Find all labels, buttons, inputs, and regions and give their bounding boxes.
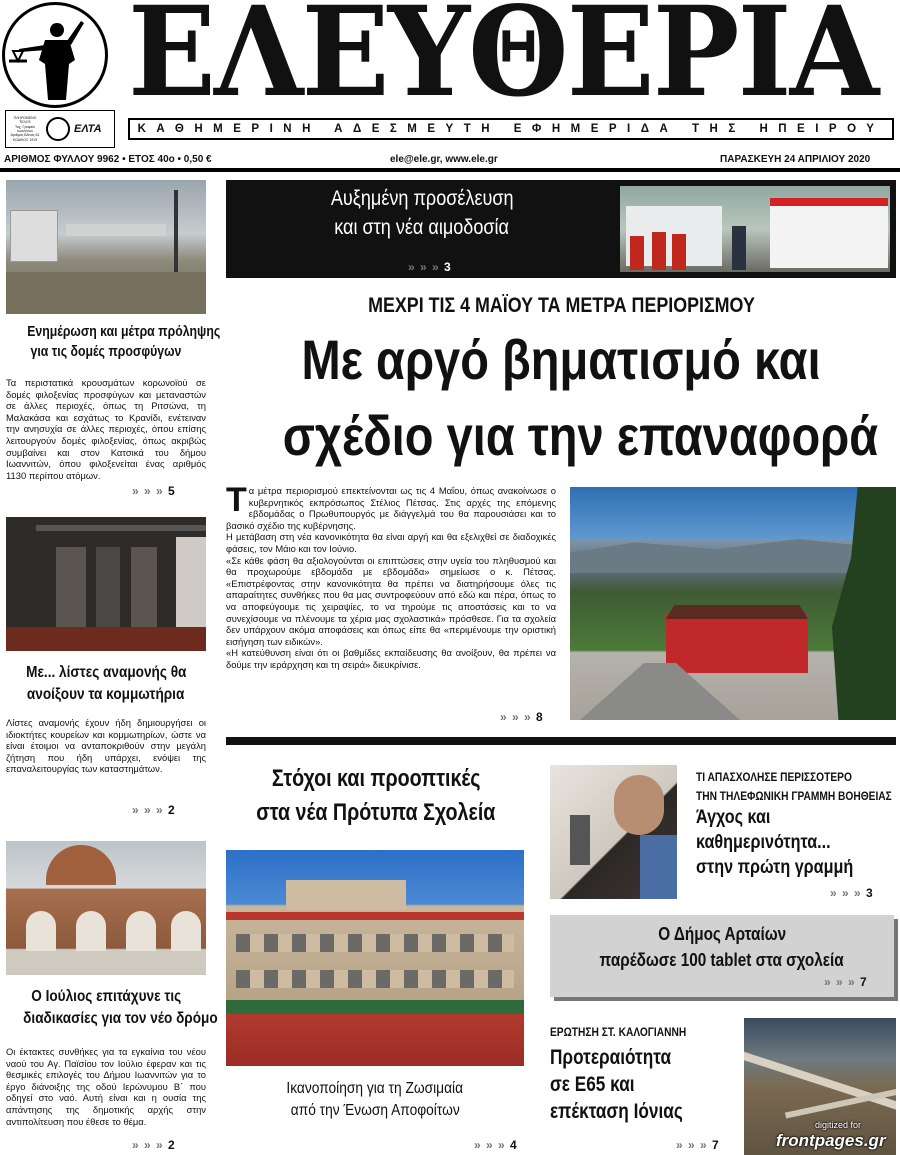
story-road-ref[interactable]: » » » 2 <box>132 1138 176 1152</box>
lead-body <box>226 481 556 671</box>
lead-paragraph-2: Η μετάβαση στη νέα κανονικότητα θα είναι αργή και θα εξελιχθεί σε διαδοχικές φάσεις, τον Μάιο και τον Ιούνιο. <box>226 531 556 554</box>
ioannina-town-photo <box>570 487 896 720</box>
hair-salon-photo <box>6 517 206 651</box>
story-schools-ref[interactable]: » » » 4 <box>474 1138 518 1152</box>
story-refugees-ref[interactable]: » » » 5 <box>132 484 176 498</box>
tagline-bar <box>128 118 894 140</box>
masthead-rule <box>0 168 900 172</box>
story-salons-text: Λίστες αναμονής έχουν ήδη δημιουργήσει οι ιδιοκτήτες κουρείων και κομμωτηρίων, ώστε να είναι έτοιμοι να ανταποκριθούν στην μεγάλη ζήτηση που ήδη υπάρχει, ενόψει της επαναλειτουργίας των καταστημάτων. <box>6 717 206 775</box>
section-rule <box>226 737 896 745</box>
elta-logo: ΕΛΤΑ <box>74 123 102 135</box>
lead-dropcap: Τ <box>226 481 247 519</box>
paid-stamp: ΠΛΗΡΩΜΕΝΟ ΤΕΛΟΣ Ταχ. Γραφείο Ιωαννίνων Αριθμός Άδειας 61 ΚΩΔΙΚΟΣ 1919 <box>10 115 40 142</box>
blood-donation-banner <box>226 180 896 278</box>
lead-kicker: ΜΕΧΡΙ ΤΙΣ 4 ΜΑΪΟΥ ΤΑ ΜΕΤΡΑ ΠΕΡΙΟΡΙΣΜΟΥ <box>367 294 755 317</box>
story-schools-caption: Ικανοποίηση για τη Ζωσιμαία από την Ένωση Αποφοίτων <box>286 1080 464 1119</box>
banner-title: Αυξημένη προσέλευση και στη νέα αιμοδοσία <box>330 187 514 239</box>
arta-title: Ο Δήμος Αρταίων παρέδωσε 100 tablet στα σχολεία <box>599 924 845 970</box>
story-helpline-title: Άγχος και καθημερινότητα... στην πρώτη γραμμή <box>696 807 854 878</box>
refugee-camp-photo <box>6 180 206 314</box>
worried-person-photo <box>550 765 677 899</box>
arta-box <box>550 915 894 997</box>
arta-ref[interactable]: » » » 7 <box>824 975 868 989</box>
story-schools-title: Στόχοι και προοπτικές στα νέα Πρότυπα Σχολεία <box>256 765 496 826</box>
lead-headline: Με αργό βηματισμό και σχέδιο για την επαναφορά <box>282 328 879 467</box>
story-e65-title: Προτεραιότητα σε Ε65 και επέκταση Ιόνιας <box>550 1046 683 1123</box>
masthead-title <box>128 0 898 112</box>
story-e65-kicker: ΕΡΩΤΗΣΗ ΣΤ. ΚΑΛΟΓΙΑΝΝΗ <box>550 1025 687 1039</box>
watermark: digitized for frontpages.gr <box>776 1120 886 1150</box>
lead-paragraph-3: «Σε κάθε φάση θα αξιολογούνται οι επιπτώσεις στην υγεία του πληθυσμού και θα προχωρούμε εβδομάδα με εβδομάδα» σημείωσε ο κ. Πέτσας. «Επιστρέφοντας στην κανονικότητα θα πρέπει να διατηρήσουμε όλες τις απαραίτητες συνθήκες που θα μας συντροφεύουν από εδώ και πέρα, όπως το να αποφεύγουμε τις χειραψίες, το να τηρούμε τις αποστάσεις και το να συνεχίσουμε να πλένουμε τα χέρια μας σχολαστικά» πρόσθεσε. Για τα σχολεία δεν υπάρχουν ακόμα αποφάσεις και όπως είπε θα «περιμένουμε την οριστική εισήγηση των ειδικών». <box>226 554 556 647</box>
masthead-title-text: ΕΛΕΥΘΕΡΙΑ <box>128 0 878 112</box>
issue-info: ΑΡΙΘΜΟΣ ΦΥΛΛΟΥ 9962 • ΕΤΟΣ 40ο • 0,50 € <box>4 154 212 165</box>
story-refugees-text: Τα περιστατικά κρουσμάτων κορωνοϊού σε δομές φιλοξενίας προσφύγων και μεταναστών σε άλλες περιοχές, όπως τη Ριτσώνα, τη Μαλακάσα και εσχάτως το Κρανίδι, ενέτειναν την ανησυχία σε άλλες περιοχές, όπου επίσης λειτουργούν δομές φιλοξενίας, όπως ακριβώς συμβαίνει και στον Κατσικά του δήμου Ιωαννιτών, όπου φιλοξενείται ένας αριθμός 1130 περίπου ατόμων. <box>6 377 206 481</box>
banner-ref[interactable]: » » » 3 <box>408 260 452 274</box>
lead-ref[interactable]: » » » 8 <box>500 710 544 724</box>
story-helpline-ref[interactable]: » » » 3 <box>830 886 874 900</box>
justice-statue-icon <box>5 5 105 105</box>
church-photo <box>6 841 206 975</box>
story-road-title: Ο Ιούλιος επιτάχυνε τις διαδικασίες για τον νέο δρόμο <box>23 988 218 1027</box>
story-salons-title: Με... λίστες αναμονής θα ανοίξουν τα κομμωτήρια <box>25 664 187 703</box>
story-e65-ref[interactable]: » » » 7 <box>676 1138 720 1152</box>
contact-info: ele@ele.gr, www.ele.gr <box>390 154 498 165</box>
stamp-box <box>5 110 115 148</box>
lead-paragraph-1: α μέτρα περιορισμού επεκτείνονται ως τις 4 Μαΐου, όπως ανακοίνωσε ο κυβερνητικός εκπρόσωπος Στέλιος Πέτσας. Στις αρχές της επόμενης εβδομάδας ο Πρωθυπουργός με διάγγελμά του θα παρουσιάσει και το βασικό σχέδιο της κυβέρνησης. <box>226 485 556 531</box>
issue-date: ΠΑΡΑΣΚΕΥΗ 24 ΑΠΡΙΛΙΟΥ 2020 <box>720 154 871 165</box>
logo-emblem <box>2 2 108 108</box>
story-road-text: Οι έκτακτες συνθήκες για τα εγκαίνια του νέου ναού του Αγ. Παϊσίου τον Ιούλιο έφεραν και τις θεσμικές επιλογές του Δήμου Ιωαννιτών για το έργο διάνοιξης της οδού Ιερώνυμου Β΄ που οδηγεί στο ναό. Αυτή είναι και η ουσία της απάντησης της δημοτικής αρχής στην αντιπολίτευση που έθεσε το θέμα. <box>6 1046 206 1127</box>
elta-seal-icon <box>46 117 70 141</box>
school-building-photo <box>226 850 524 1066</box>
story-refugees-title: Ενημέρωση και μέτρα πρόληψης για τις δομές προσφύγων <box>27 323 221 360</box>
story-helpline-kicker: ΤΙ ΑΠΑΣΧΟΛΗΣΕ ΠΕΡΙΣΣΟΤΕΡΟ ΤΗΝ ΤΗΛΕΦΩΝΙΚΗ ΓΡΑΜΜΗ ΒΟΗΘΕΙΑΣ <box>696 770 892 803</box>
tagline-text: ΚΑΘΗΜΕΡΙΝΗ ΑΔΕΣΜΕΥΤΗ ΕΦΗΜΕΡΙΔΑ ΤΗΣ ΗΠΕΙΡΟΥ <box>137 123 885 135</box>
blood-donation-photo <box>620 186 890 272</box>
story-salons-ref[interactable]: » » » 2 <box>132 803 176 817</box>
lead-paragraph-4: «Η κατεύθυνση είναι ότι οι βαθμίδες εκπαίδευσης θα ανοίξουν, θα πρέπει να δούμε την ιεράρχηση και τη σειρά» διευκρίνισε. <box>226 647 556 670</box>
